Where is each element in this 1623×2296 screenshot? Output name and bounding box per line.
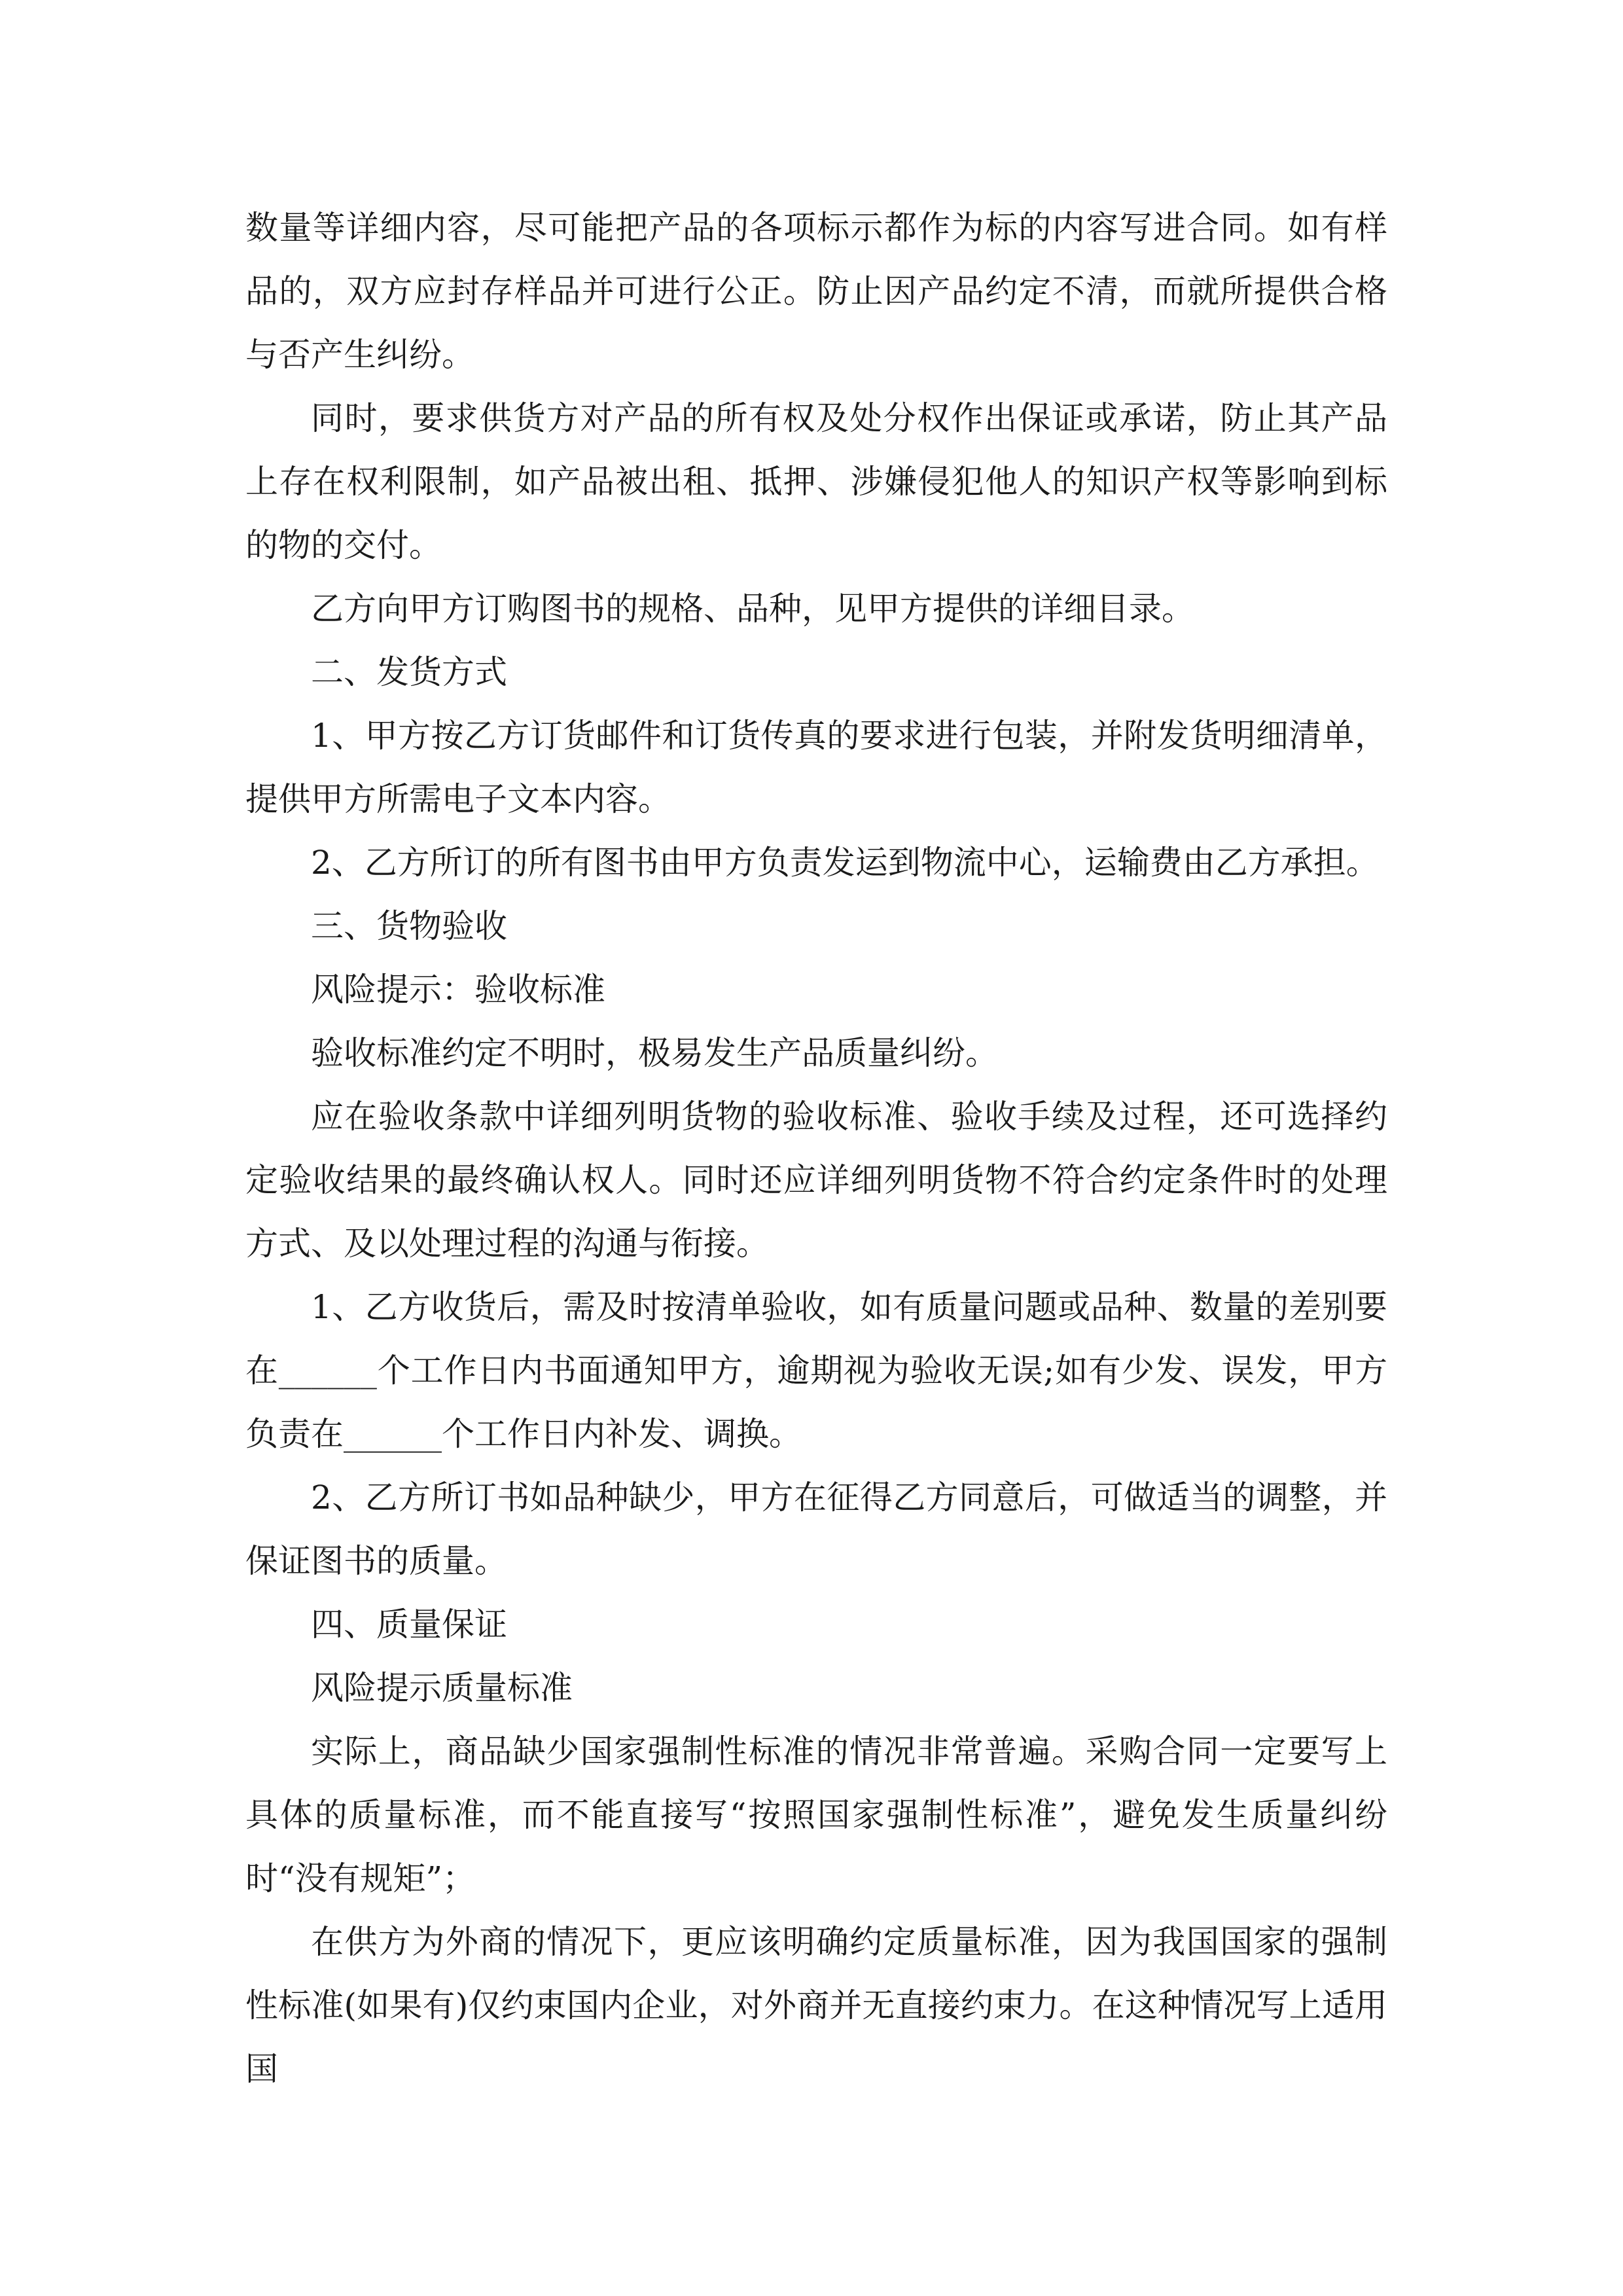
body-paragraph: 验收标准约定不明时，极易发生产品质量纠纷。 (311, 1034, 998, 1072)
section-heading: 二、发货方式 (311, 653, 507, 691)
body-paragraph: 2、乙方所订的所有图书由甲方负责发运到物流中心，运输费由乙方承担。 (311, 844, 1379, 882)
section-heading: 三、货物验收 (311, 907, 507, 945)
body-paragraph: 数量等详细内容，尽可能把产品的各项标示都作为标的内容写进合同。如有样品的，双方应封存样品并可进行公正。防止因产品约定不清，而就所提供合格与否产生纠纷。 (245, 209, 1387, 374)
body-paragraph: 2、乙方所订书如品种缺少，甲方在征得乙方同意后，可做适当的调整，并保证图书的质量。 (245, 1479, 1387, 1580)
body-paragraph: 同时，要求供货方对产品的所有权及处分权作出保证或承诺，防止其产品上存在权利限制，如产品被出租、抵押、涉嫌侵犯他人的知识产权等影响到标的物的交付。 (245, 399, 1387, 564)
body-paragraph: 乙方向甲方订购图书的规格、品种，见甲方提供的详细目录。 (311, 590, 1194, 628)
body-paragraph: 应在验收条款中详细列明货物的验收标准、验收手续及过程，还可选择约定验收结果的最终确认权人。同时还应详细列明货物不符合约定条件时的处理方式、及以处理过程的沟通与衔接。 (245, 1098, 1387, 1263)
risk-note-heading: 风险提示质量标准 (311, 1669, 573, 1707)
body-paragraph: 在供方为外商的情况下，更应该明确约定质量标准，因为我国国家的强制性标准(如果有)仅约束国内企业，对外商并无直接约束力。在这种情况写上适用国 (245, 1923, 1387, 2088)
risk-note-heading: 风险提示：验收标准 (311, 971, 605, 1009)
document-body (245, 196, 1387, 2101)
body-paragraph: 1、甲方按乙方订货邮件和订货传真的要求进行包装，并附发货明细清单，提供甲方所需电子文本内容。 (245, 717, 1387, 818)
section-heading: 四、质量保证 (311, 1605, 507, 1643)
body-paragraph: 实际上，商品缺少国家强制性标准的情况非常普遍。采购合同一定要写上具体的质量标准，而不能直接写“按照国家强制性标准”，避免发生质量纠纷时“没有规矩”； (245, 1732, 1387, 1897)
body-paragraph: 1、乙方收货后，需及时按清单验收，如有质量问题或品种、数量的差别要在______个工作日内书面通知甲方，逾期视为验收无误;如有少发、误发，甲方负责在______个工作日内补发、调换。 (245, 1288, 1387, 1453)
